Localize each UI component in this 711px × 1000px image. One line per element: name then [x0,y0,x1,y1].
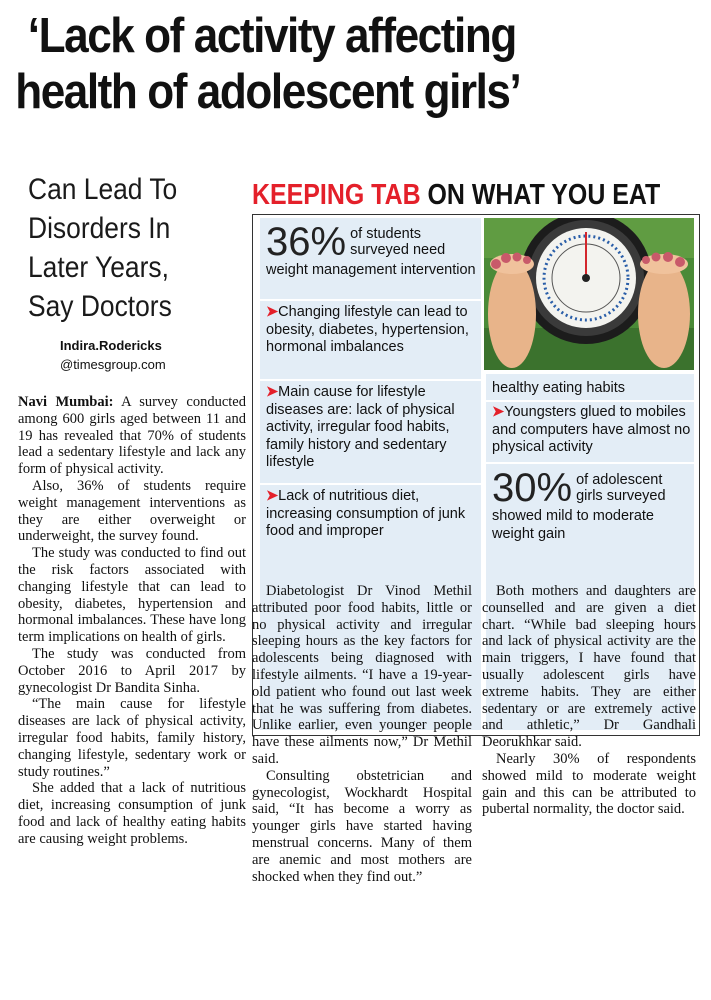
article-paragraph: Both mothers and daughters are counselled and are given a diet chart. “While bad sleeping hours and lack of physical activity are the main triggers, I have found that usually adolescent girls have extreme habits. They are either sedentary or are extremely active and athletic,” Dr Gandhali Deorukhkar said. [482,583,696,751]
bullet-2-text: Main cause for lifestyle diseases are: lack of physical activity, irregular food habits, family history and sedentary lifestyle [266,384,455,470]
arrow-icon: ➤ [266,488,279,504]
separator [260,299,481,301]
article-paragraph: The study was conducted to find out the risk factors associated with changing lifestyle that can lead to obesity, diabetes, hypertension and hormonal imbalances. These have long term implications on health of girls. [18,545,246,646]
info-box-title [252,178,660,212]
dateline: Navi Mumbai: [18,394,114,410]
bullet-item [492,404,692,457]
bullet-item [266,384,478,472]
byline-email: @timesgroup.com [60,357,166,372]
article-paragraph: Nearly 30% of respondents showed mild to moderate weight gain and this can be attributed to pubertal normality, the doctor said. [482,750,696,818]
subhead-line-2: Disorders In [28,212,171,245]
weighing-scale-photo [484,218,694,370]
stat-36-text-a: of students [350,226,422,242]
byline [60,336,166,374]
subheadline [28,170,204,326]
article-paragraph: The study was conducted from October 2016 to April 2017 by gynecologist Dr Bandita Sinha. [18,645,246,696]
stat-30-text-b: girls surveyed [576,488,666,504]
info-box [252,178,700,558]
bullet-3-continued: healthy eating habits [492,380,626,396]
article-column-2 [252,583,472,885]
article-paragraph: She added that a lack of nutritious diet, increasing consumption of junk food and lack of healthy eating habits are causing weight problems. [18,780,246,847]
headline-line-2: health of adolescent girls’ [15,65,521,119]
article-column-3 [482,583,696,818]
article-paragraph: “The main cause for lifestyle diseases are lack of physical activity, irregular food habits, family history, changing lifestyle, sedentary work or study routines.” [18,696,246,780]
info-box-title-red: KEEPING TAB [252,179,421,211]
stat-30-block [492,468,692,543]
stat-36-number: 36% [266,220,347,264]
article-column-1 [18,394,246,848]
stat-30-number: 30% [492,466,573,510]
bullet-3-text: Lack of nutritious diet, increasing consumption of junk food and improper [266,488,466,539]
separator [486,462,694,464]
subhead-line-1: Can Lead To [28,173,178,206]
separator [260,379,481,381]
bullet-1-text: Changing lifestyle can lead to obesity, diabetes, hypertension, hormonal imbalances [266,304,469,355]
weighing-scale-illustration [484,218,694,370]
info-box-title-black: ON WHAT YOU EAT [420,179,661,211]
separator [486,400,694,402]
separator [260,483,481,485]
article-paragraph: Also, 36% of students require weight management interventions as they are either overweight or underweight, the survey found. [18,477,246,545]
stat-36-text-b: surveyed need [350,242,446,258]
stat-36-block [266,222,478,280]
subhead-line-3: Later Years, [28,251,169,284]
stat-30-text-a: of adolescent [576,472,663,488]
stat-36-text-c: weight management intervention [266,262,476,278]
arrow-icon: ➤ [266,384,279,400]
bullet-item [266,488,478,541]
bullet-4-text: Youngsters glued to mobiles and computers have almost no physical activity [492,404,691,455]
article-paragraph: Diabetologist Dr Vinod Methil attributed poor food habits, little or no physical activity and irregular sleeping hours as the key factors for adolescents being diagnosed with lifestyle ailments. “I have a 19-year-old patient who found out last week that he was suffering from diabetes. Unlike earlier, even younger people have these ailments now,” Dr Methil said. [252,583,472,767]
byline-name: Indira.Rodericks [60,338,162,353]
article-paragraph: Navi Mumbai: A survey conducted among 600 girls aged between 11 and 19 has revealed that 70% of students lead a sedentary lifestyle and lack any form of physical activity. [18,394,246,478]
subhead-line-4: Say Doctors [28,290,172,323]
arrow-icon: ➤ [492,404,505,420]
headline-line-1: ‘Lack of activity affecting [27,9,516,63]
stat-30-text-c: showed mild to moderate weight gain [492,508,654,542]
arrow-icon: ➤ [266,304,279,320]
article-paragraph: Consulting obstetrician and gynecologist, Wockhardt Hospital said, “It has become a worry as younger girls have started having menstrual concerns. Many of them are anemic and most mothers are shocked when they find out.” [252,767,472,885]
bullet-item [266,304,478,357]
